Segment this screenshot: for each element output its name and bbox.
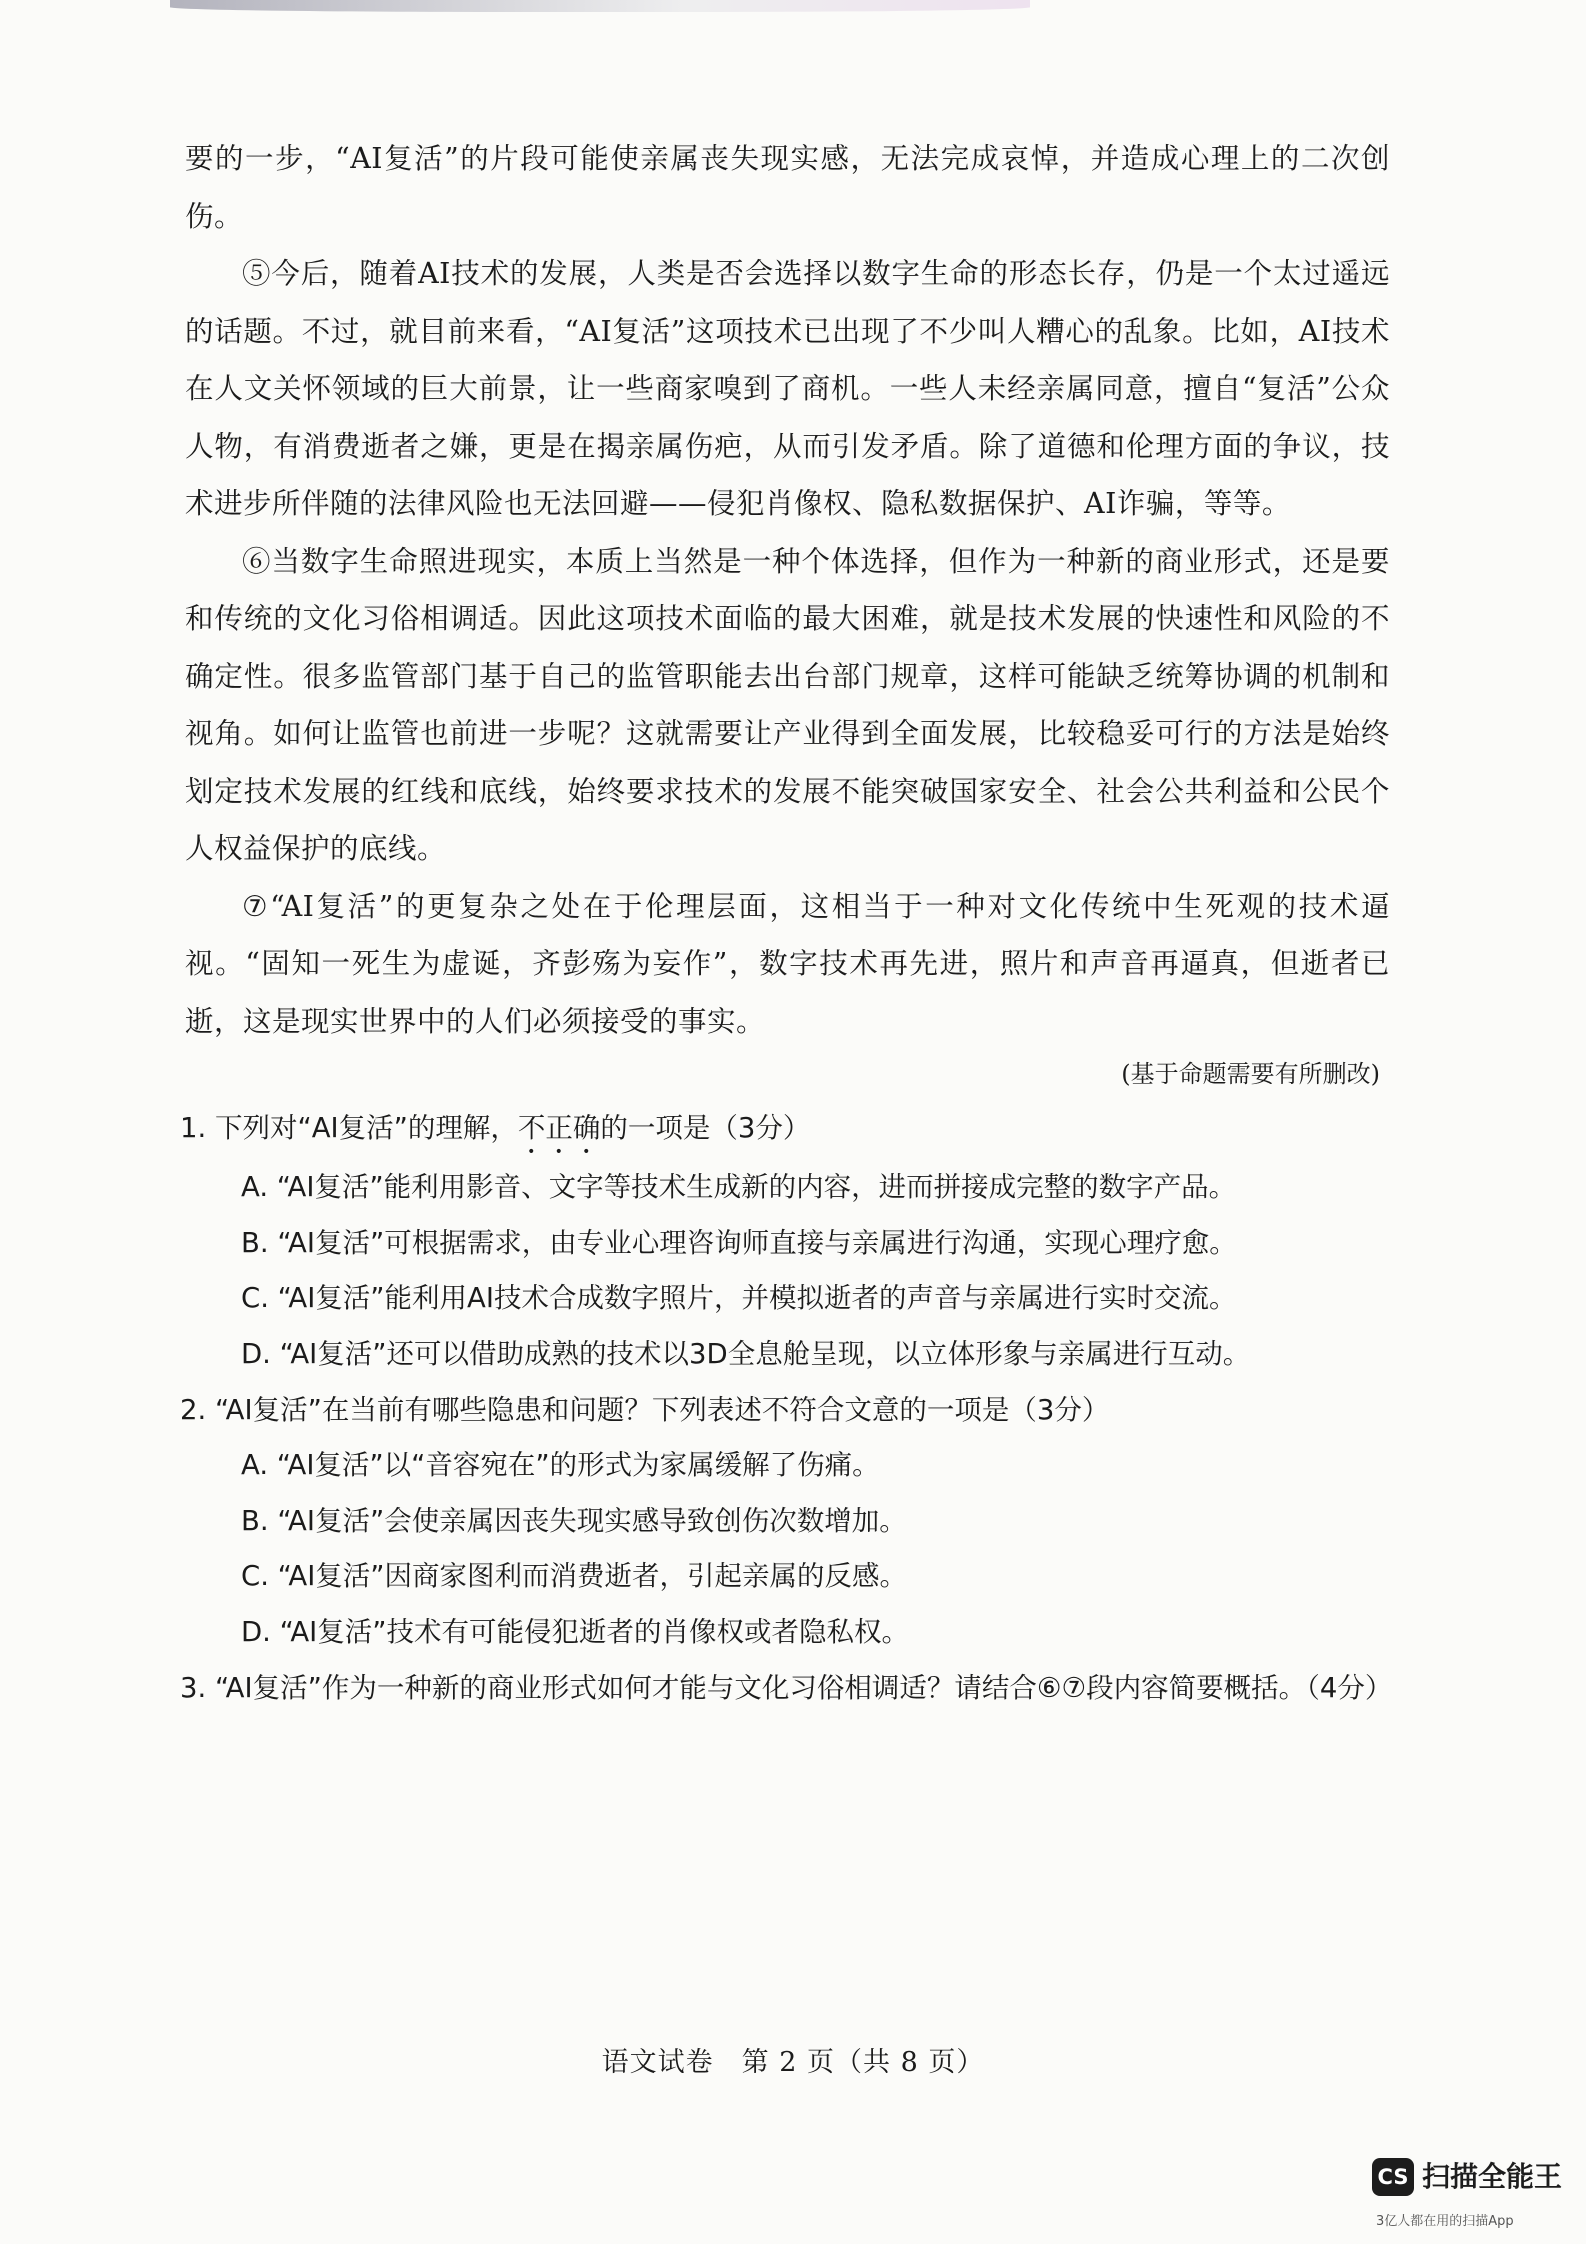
question-1-option-a: A. “AI复活”能利用影音、文字等技术生成新的内容，进而拼接成完整的数字产品。	[241, 1171, 1237, 1203]
watermark-app-name: 扫描全能王	[1422, 2160, 1563, 2193]
question-1	[180, 1100, 1390, 1382]
question-1-option-d: D. “AI复活”还可以借助成熟的技术以3D全息舱呈现，以立体形象与亲属进行互动。	[241, 1337, 1251, 1370]
watermark-tagline: 3亿人都在用的扫描App	[1376, 2214, 1514, 2229]
question-2	[180, 1382, 1390, 1660]
question-1-stem-after: 的一项是（3分）	[600, 1112, 811, 1144]
scanner-watermark	[1372, 2158, 1572, 2238]
question-2-option-b: B. “AI复活”会使亲属因丧失现实感导致创伤次数增加。	[241, 1504, 907, 1537]
question-1-option-c: C. “AI复活”能利用AI技术合成数字照片，并模拟逝者的声音与亲属进行实时交流。	[241, 1282, 1237, 1314]
question-1-stem-emphasis: 不正确	[517, 1112, 601, 1144]
question-1-stem-before: 1. 下列对“AI复活”的理解，	[180, 1112, 518, 1144]
source-note: (基于命题需要有所删改)	[1121, 1060, 1380, 1088]
passage-paragraph-5: ⑤今后，随着AI技术的发展，人类是否会选择以数字生命的形态长存，仍是一个太过遥远的话题。不过，就目前来看，“AI复活”这项技术已出现了不少叫人糟心的乱象。比如，AI技术在人文关怀领域的巨大前景，让一些商家嗅到了商机。一些人未经亲属同意，擅自“复活”公众人物，有消费逝者之嫌，更是在揭亲属伤疤，从而引发矛盾。除了道德和伦理方面的争议，技术进步所伴随的法律风险也无法回避——侵犯肖像权、隐私数据保护、AI诈骗，等等。	[185, 257, 1390, 520]
question-2-option-a: A. “AI复活”以“音容宛在”的形式为家属缓解了伤痛。	[241, 1449, 880, 1481]
question-2-option-c: C. “AI复活”因商家图利而消费逝者，引起亲属的反感。	[241, 1560, 908, 1592]
passage-paragraph-6: ⑥当数字生命照进现实，本质上当然是一种个体选择，但作为一种新的商业形式，还是要和传统的文化习俗相调适。因此这项技术面临的最大困难，就是技术发展的快速性和风险的不确定性。很多监管部门基于自己的监管职能去出台部门规章，这样可能缺乏统筹协调的机制和视角。如何让监管也前进一步呢？这就需要让产业得到全面发展，比较稳妥可行的方法是始终划定技术发展的红线和底线，始终要求技术的发展不能突破国家安全、社会公共利益和公民个人权益保护的底线。	[185, 544, 1390, 865]
question-1-stem	[180, 1100, 1390, 1160]
passage-paragraph-7: ⑦“AI复活”的更复杂之处在于伦理层面，这相当于一种对文化传统中生死观的技术逼视。“固知一死生为虚诞，齐彭殇为妄作”，数字技术再先进，照片和声音再逼真，但逝者已逝，这是现实世界中的人们必须接受的事实。	[185, 889, 1390, 1038]
scan-edge-artifact	[170, 0, 1030, 12]
page-footer: 语文试卷 第 2 页（共 8 页）	[601, 2047, 985, 2078]
question-2-option-d: D. “AI复活”技术有可能侵犯逝者的肖像权或者隐私权。	[241, 1615, 910, 1648]
question-2-stem: 2. “AI复活”在当前有哪些隐患和问题？下列表述不符合文意的一项是（3分）	[180, 1394, 1110, 1426]
exam-page-content	[180, 130, 1393, 1716]
question-1-option-b: B. “AI复活”可根据需求，由专业心理咨询师直接与亲属进行沟通，实现心理疗愈。	[241, 1226, 1237, 1259]
passage-paragraph-continued: 要的一步，“AI复活”的片段可能使亲属丧失现实感，无法完成哀悼，并造成心理上的二次创伤。	[185, 142, 1390, 233]
question-3	[180, 1660, 1393, 1716]
camscanner-logo-icon: CS	[1372, 2158, 1414, 2196]
question-3-stem: 3. “AI复活”作为一种新的商业形式如何才能与文化习俗相调适？请结合⑥⑦段内容简要概括。（4分）	[180, 1672, 1393, 1704]
